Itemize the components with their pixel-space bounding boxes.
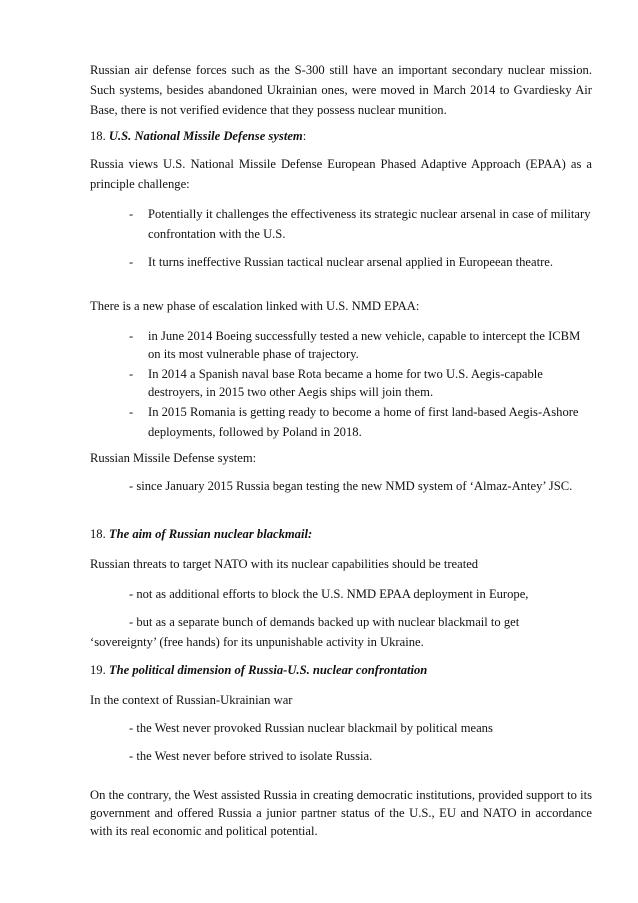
heading-title: The political dimension of Russia-U.S. nuclear confrontation [108, 663, 428, 677]
heading-title: The aim of Russian nuclear blackmail: [108, 527, 313, 541]
bullet-item: in June 2014 Boeing successfully tested a new vehicle, capable to intercept the ICBM on its most vulnerable phase of trajectory. [148, 329, 581, 361]
paragraph-separate-bunch: - but as a separate bunch of demands backed up with nuclear blackmail to get [129, 615, 520, 629]
paragraph-russian-threats: Russian threats to target NATO with its nuclear capabilities should be treated [90, 557, 479, 571]
heading-suffix: : [302, 129, 307, 143]
paragraph-never-isolate: - the West never before strived to isolate Russia. [129, 749, 373, 763]
bullet-dash: - [129, 255, 134, 269]
paragraph-epaa-challenge: Russia views U.S. National Missile Defense European Phased Adaptive Approach (EPAA) as a principle challenge: [90, 157, 592, 191]
paragraph-contrary: On the contrary, the West assisted Russia in creating democratic institutions, provided support to its government and offered Russia a junior partner status of the U.S., EU and NATO in accordance with its real economic and political potential. [90, 788, 592, 838]
heading-number: 18. [90, 527, 106, 541]
paragraph-almaz-antey: - since January 2015 Russia began testing the new NMD system of ‘Almaz-Antey’ JSC. [129, 479, 573, 493]
bullet-item: It turns ineffective Russian tactical nuclear arsenal applied in Europeean theatre. [148, 255, 554, 269]
heading-number: 19. [90, 663, 106, 677]
bullet-item: In 2014 a Spanish naval base Rota became a home for two U.S. Aegis-capable destroyers, in 2015 two other Aegis ships will join them. [148, 367, 543, 399]
heading-nmd [90, 126, 592, 146]
bullet-item: Potentially it challenges the effectiveness its strategic nuclear arsenal in case of military confrontation with the U.S. [148, 207, 591, 241]
bullet-dash: - [129, 405, 134, 419]
heading-nuclear-blackmail [90, 524, 592, 544]
paragraph-escalation: There is a new phase of escalation linked with U.S. NMD EPAA: [90, 299, 420, 313]
bullet-item: In 2015 Romania is getting ready to become a home of first land-based Aegis-Ashore deployments, followed by Poland in 2018. [148, 405, 579, 439]
paragraph-context: In the context of Russian-Ukrainian war [90, 693, 293, 707]
bullet-dash: - [129, 207, 134, 221]
bullet-dash: - [129, 329, 134, 343]
heading-title: U.S. National Missile Defense system [108, 129, 303, 143]
heading-number: 18. [90, 129, 106, 143]
paragraph-air-defense: Russian air defense forces such as the S-300 still have an important secondary nuclear mission. Such systems, besides abandoned Ukrainian ones, were moved in March 2014 to Gvardiesky Air Base, there is not verified evidence that they possess nuclear munition. [90, 63, 592, 117]
paragraph-russian-md: Russian Missile Defense system: [90, 451, 257, 465]
paragraph-not-additional: - not as additional efforts to block the U.S. NMD EPAA deployment in Europe, [129, 587, 529, 601]
heading-political-dimension [90, 660, 592, 680]
bullet-dash: - [129, 367, 134, 381]
paragraph-separate-bunch-cont: ‘sovereignty’ (free hands) for its unpunishable activity in Ukraine. [90, 635, 424, 649]
paragraph-never-provoked: - the West never provoked Russian nuclear blackmail by political means [129, 721, 493, 735]
